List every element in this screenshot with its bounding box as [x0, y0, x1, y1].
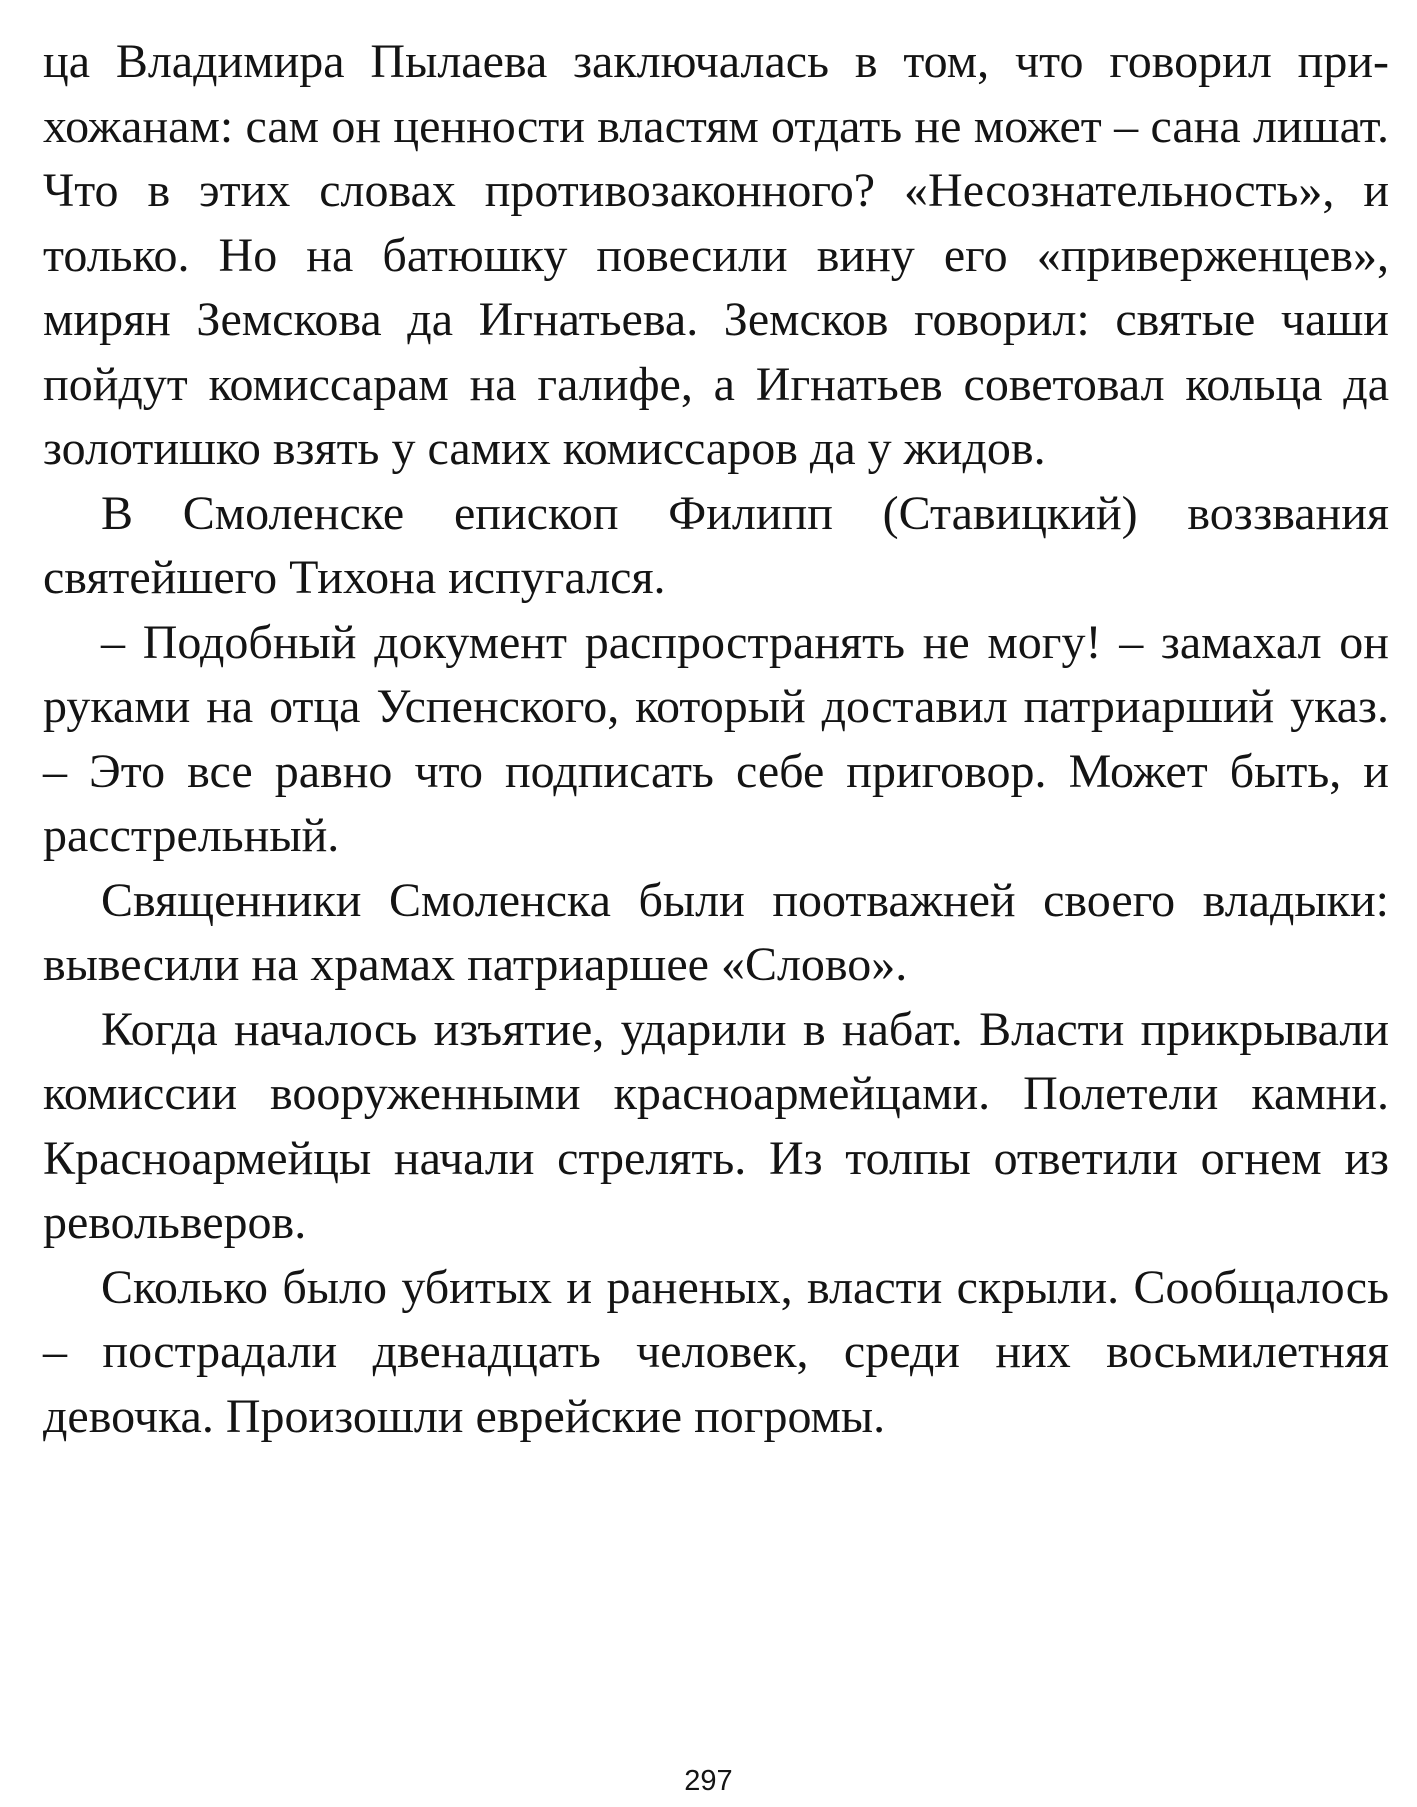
page-body — [43, 30, 1389, 1449]
paragraph-3: – Подобный документ распространять не могу! – замахал он руками на отца Успенского, который доставил патриарший указ. – Это все равно что подписать себе приговор. Может быть, и расстрельный. — [43, 615, 1389, 862]
paragraph-6: Сколько было убитых и раненых, власти скрыли. Сообщалось – пострадали двенадцать человек, среди них восьмилетняя девочка. Произошли еврейские погромы. — [43, 1260, 1389, 1443]
paragraph-5: Когда началось изъятие, ударили в набат. Власти прикрывали комиссии вооруженными красноармейцами. Полетели камни. Красноармейцы начали стрелять. Из толпы ответили огнем из револьверов. — [43, 1002, 1389, 1249]
paragraph-1: ца Владимира Пылаева заключалась в том, что говорил прихожанам: сам он ценности властям отдать не может – сана лишат. Что в этих словах противозаконного? «Несознательность», и только. Но на батюшку повесили вину его «приверженцев», мирян Земскова да Игнатьева. Земсков говорил: святые чаши пойдут комиссарам на галифе, а Игнатьев советовал кольца да золотишко взять у самих комиссаров да у жидов. — [43, 35, 1389, 475]
paragraph-2: В Смоленске епископ Филипп (Ставицкий) воззвания святейшего Тихона испугался. — [43, 486, 1389, 604]
page-number: 297 — [684, 1765, 733, 1797]
paragraph-4: Священники Смоленска были поотважней своего владыки: вывесили на храмах патриаршее «Слово». — [43, 873, 1389, 991]
